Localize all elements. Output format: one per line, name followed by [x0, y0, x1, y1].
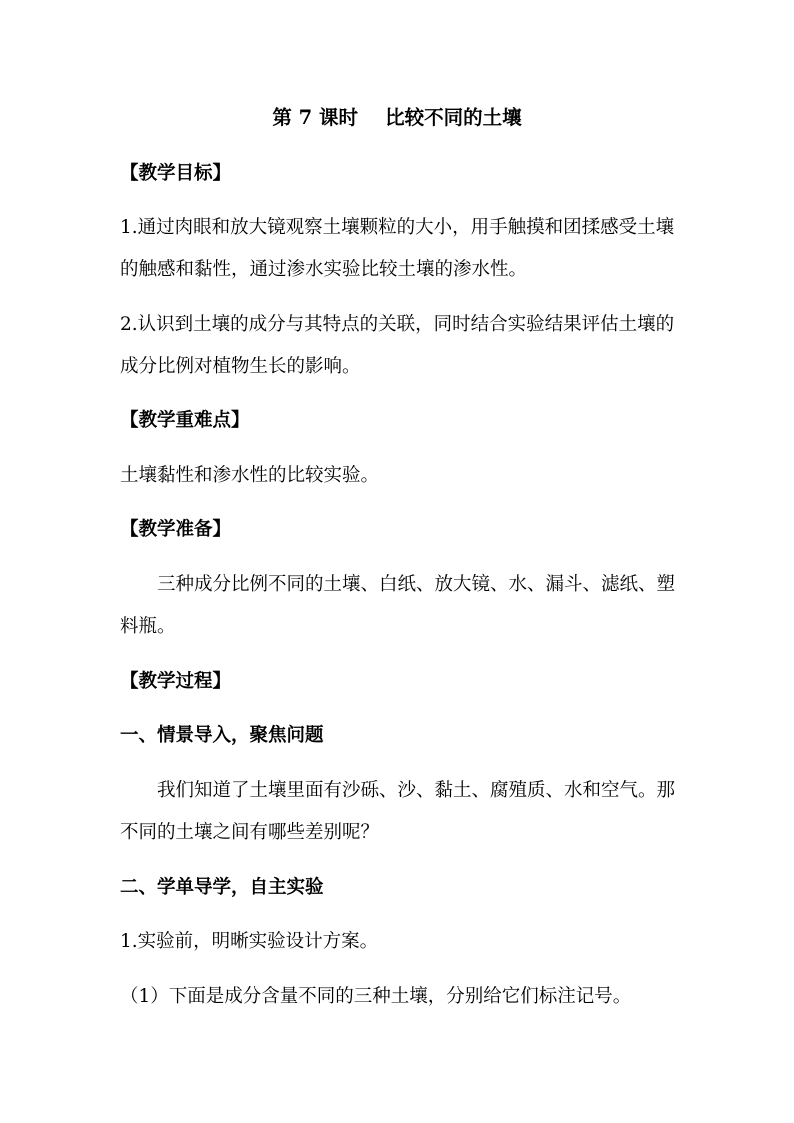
section-1-heading: 一、情景导入，聚焦问题: [120, 725, 324, 746]
section-2-substep-1: （1）下面是成分含量不同的三种土壤，分别给它们标注记号。: [120, 986, 632, 1007]
goal-item-2-line-2: 成分比例对植物生长的影响。: [120, 356, 361, 377]
goal-item-2-line-1: 2.认识到土壤的成分与其特点的关联，同时结合实验结果评估土壤的: [120, 314, 675, 335]
key-points-text: 土壤黏性和渗水性的比较实验。: [120, 465, 380, 486]
heading-key-points: 【教学重难点】: [120, 410, 250, 431]
section-2-heading: 二、学单导学，自主实验: [120, 877, 324, 898]
page-title: 第 7 课时 比较不同的土壤: [272, 106, 522, 129]
goal-item-1-line-2: 的触感和黏性，通过渗水实验比较土壤的渗水性。: [120, 259, 528, 280]
heading-preparation: 【教学准备】: [120, 519, 232, 540]
heading-process: 【教学过程】: [120, 671, 232, 692]
preparation-line-2: 料瓶。: [120, 616, 176, 637]
section-2-step-1: 1.实验前，明晰实验设计方案。: [120, 931, 379, 952]
heading-teaching-goals: 【教学目标】: [120, 163, 232, 184]
section-1-line-1: 我们知道了土壤里面有沙砾、沙、黏土、腐殖质、水和空气。那: [157, 780, 676, 801]
section-1-line-2: 不同的土壤之间有哪些差别呢？: [120, 822, 380, 843]
preparation-line-1: 三种成分比例不同的土壤、白纸、放大镜、水、漏斗、滤纸、塑: [157, 574, 676, 595]
goal-item-1-line-1: 1.通过肉眼和放大镜观察土壤颗粒的大小，用手触摸和团揉感受土壤: [120, 217, 675, 238]
